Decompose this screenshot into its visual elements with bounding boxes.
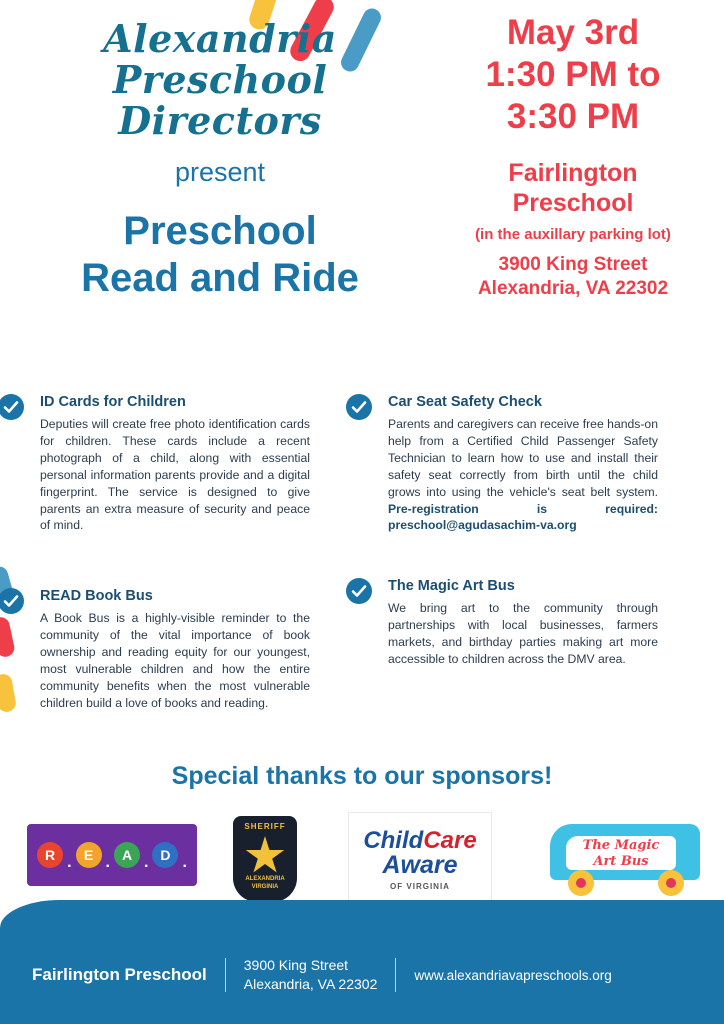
bus-wheel-right [658, 870, 684, 896]
feature-title: READ Book Bus [40, 588, 153, 604]
event-title-line-2: Read and Ride [81, 256, 359, 301]
sheriff-badge-icon [233, 816, 297, 902]
features-section [0, 380, 724, 760]
read-letter-d: D [152, 842, 178, 868]
footer-divider-2 [395, 958, 396, 992]
sponsors-heading: Special thanks to our sponsors! [171, 762, 553, 790]
feature-title: The Magic Art Bus [388, 578, 515, 594]
magic-bus-line-2: Art Bus [593, 853, 649, 869]
magic-bus-line-1: The Magic [582, 838, 660, 853]
event-datetime [432, 12, 714, 138]
aware-wordmark: Aware [382, 851, 458, 879]
check-icon [0, 588, 24, 614]
sheriff-top-text: SHERIFF [244, 822, 286, 831]
footer-content [0, 930, 724, 1020]
magic-bus-wordmark [566, 836, 676, 870]
read-dot-3: . [144, 854, 149, 871]
venue-line-2: Preschool [512, 189, 634, 217]
footer-divider-1 [225, 958, 226, 992]
read-letter-r: R [37, 842, 63, 868]
check-icon [0, 394, 24, 420]
read-dot-4: . [182, 854, 187, 871]
sponsor-logo-magic-art-bus [540, 818, 715, 906]
feature-car-seat-safety [388, 394, 658, 534]
sheriff-city: ALEXANDRIA [245, 876, 285, 883]
childcare-word-care: Care [423, 827, 477, 854]
venue-address-line-2: Alexandria, VA 22302 [477, 277, 669, 299]
venue-name [432, 158, 714, 218]
event-time-line-2: 3:30 PM [506, 97, 640, 136]
feature-body [388, 416, 658, 534]
star-icon [245, 836, 285, 876]
organization-title [20, 16, 420, 144]
read-dot-2: . [105, 854, 110, 871]
feature-body: A Book Bus is a highly-visible reminder to the community of the vital importance of book ownership and reading equity for our youngest, most vulnerable children and how the entire community benefits when the most vulnerable children build a love of books and reading. [40, 611, 310, 710]
feature-title: Car Seat Safety Check [388, 394, 542, 410]
check-icon [346, 394, 372, 420]
read-letter-e: E [76, 842, 102, 868]
flyer-header [0, 0, 724, 360]
venue-note: (in the auxillary parking lot) [475, 226, 671, 243]
sheriff-state: VIRGINIA [251, 884, 279, 891]
venue-line-1: Fairlington [508, 159, 638, 187]
title-block [20, 18, 420, 302]
event-info-block [432, 12, 714, 301]
venue-address-line-1: 3900 King Street [498, 254, 648, 275]
org-title-line-1: Alexandria [103, 16, 337, 61]
feature-body: Deputies will create free photo identification cards for children. These cards include a recent photograph of a child, along with essential personal information parents provide and a digital fingerprint. The service is designed to give parents an extra measure of security and peace of mind. [40, 417, 310, 533]
feature-body: We bring art to the community through partnerships with local businesses, farmers markets, and birthday parties making art more accessible to children across the DMV area. [388, 601, 658, 666]
event-date: May 3rd [506, 13, 640, 52]
org-title-line-3: Directors [118, 98, 322, 144]
event-title-line-1: Preschool [123, 209, 317, 254]
event-title [20, 208, 420, 302]
event-time-line-1: 1:30 PM to [485, 55, 661, 94]
feature-id-cards [40, 394, 310, 534]
footer-address-line-2: Alexandria, VA 22302 [243, 976, 378, 992]
read-dot-1: . [67, 854, 72, 871]
footer-website-link[interactable]: www.alexandriavapreschools.org [414, 967, 612, 983]
sponsor-logos [0, 812, 724, 912]
read-letter-a: A [114, 842, 140, 868]
feature-title: ID Cards for Children [40, 394, 186, 410]
feature-magic-art-bus [388, 578, 658, 668]
footer-school-name: Fairlington Preschool [32, 965, 207, 984]
sponsor-logo-read [27, 824, 197, 886]
bus-wheel-left [568, 870, 594, 896]
footer-address [244, 956, 378, 994]
sponsor-logo-childcare-aware [348, 812, 492, 910]
footer-address-line-1: 3900 King Street [243, 957, 349, 974]
childcare-subtitle: OF VIRGINIA [390, 882, 450, 891]
childcare-word-child: Child [363, 827, 424, 854]
venue-address [432, 253, 714, 301]
org-title-line-2: Preschool [112, 57, 328, 103]
feature-body-text: Parents and caregivers can receive free hands-on help from a Certified Child Passenger Safety Technician to learn how to use and install their safety seat correctly from birth until the child grows into using the vehicle's seat belt system. [388, 417, 658, 499]
check-icon [346, 578, 372, 604]
sponsor-logo-sheriff [233, 816, 297, 902]
feature-read-book-bus [40, 588, 310, 711]
sheriff-bottom-text [233, 876, 297, 892]
present-label: present [174, 157, 266, 188]
feature-body-emphasis: Pre-registration is required: preschool@agudasachim-va.org [388, 501, 658, 533]
